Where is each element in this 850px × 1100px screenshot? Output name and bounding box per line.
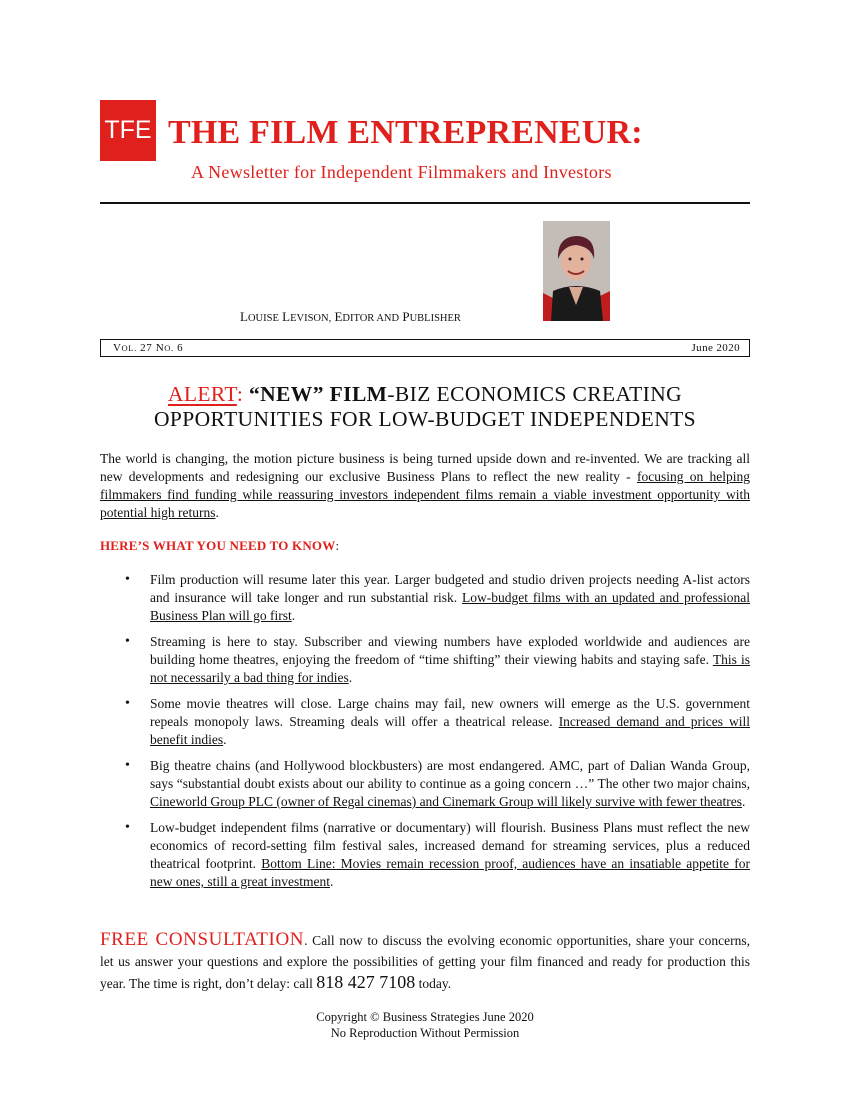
editor-photo [543, 221, 610, 321]
issue-info-bar [100, 339, 750, 357]
free-consultation-paragraph: FREE CONSULTATION. Call now to discuss the evolving economic opportunities, share your concerns, let us answer your questions and explore the possibilities of getting your film financed and ready for production this year. The time is right, don’t delay: call 818 427 7108 today. [100, 929, 750, 992]
volume-number: VOL. 27 NO. 6 [113, 342, 184, 354]
free-consultation-label: FREE CONSULTATION [100, 929, 305, 950]
logo [100, 100, 156, 161]
list-item: • Film production will resume later this year. Larger budgeted and studio driven projects needing A-list actors and insurance will take longer and run substantial risk. Low-budget films with an updated and professional Business Plan will go first. [125, 572, 750, 623]
list-item: • Some movie theatres will close. Large chains may fail, new owners will emerge as the U.S. government repeals monopoly laws. Streaming deals will offer a theatrical release. Increased demand and prices will benefit indies. [125, 696, 750, 747]
bullet-icon: • [125, 572, 130, 587]
bullet-icon: • [125, 820, 130, 835]
bullet-icon: • [125, 696, 130, 711]
list-item: • Big theatre chains (and Hollywood blockbusters) are most endangered. AMC, part of Dalian Wanda Group, says “substantial doubt exists about our ability to continue as a going concern …” The other two major chains, Cineworld Group PLC (owner of Regal cinemas) and Cinemark Group will likely survive with fewer theatres. [125, 758, 750, 809]
need-to-know-heading: HERE’S WHAT YOU NEED TO KNOW: [100, 538, 340, 553]
issue-date: June 2020 [691, 342, 740, 354]
list-item: • Low-budget independent films (narrative or documentary) will flourish. Business Plans must reflect the new economics of record-setting film festival sales, increased demand for streaming services, plus a reduced theatrical footprint. Bottom Line: Movies remain recession proof, audiences have an insatiable appetite for new ones, still a great investment. [125, 820, 750, 889]
newsletter-subtitle: A Newsletter for Independent Filmmakers and Investors [191, 162, 612, 182]
bullet-icon: • [125, 634, 130, 649]
key-points-list [100, 571, 750, 899]
newsletter-title: THE FILM ENTREPRENEUR: [168, 114, 643, 151]
logo-text: TFE [104, 116, 152, 144]
alert-headline: ALERT: “NEW” FILM-BIZ ECONOMICS CREATING OPPORTUNITIES FOR LOW-BUDGET INDEPENDENTS [153, 382, 697, 431]
masthead-divider [100, 202, 750, 204]
call-to-action: The time is right, don’t delay: call 818 427 7108 today [129, 972, 448, 992]
phone-number: 818 427 7108 [316, 972, 416, 992]
copyright-footer [100, 1009, 750, 1041]
bullet-icon: • [125, 758, 130, 773]
copyright-line: Copyright © Business Strategies June 2020 [316, 1010, 534, 1024]
list-item: • Streaming is here to stay. Subscriber and viewing numbers have exploded worldwide and audiences are building home theatres, enjoying the freedom of “time shifting” their viewing habits and staying safe. This is not necessarily a bad thing for indies. [125, 634, 750, 685]
reproduction-notice: No Reproduction Without Permission [330, 1026, 520, 1040]
intro-paragraph: The world is changing, the motion picture business is being turned upside down and re-invented. We are tracking all new developments and redesigning our exclusive Business Plans to reflect the new reality - focusing on helping filmmakers find funding while reassuring investors independent films remain a viable investment opportunity with potential high returns. [100, 451, 750, 520]
editor-credit: LOUISE LEVISON, EDITOR AND PUBLISHER [240, 309, 461, 324]
